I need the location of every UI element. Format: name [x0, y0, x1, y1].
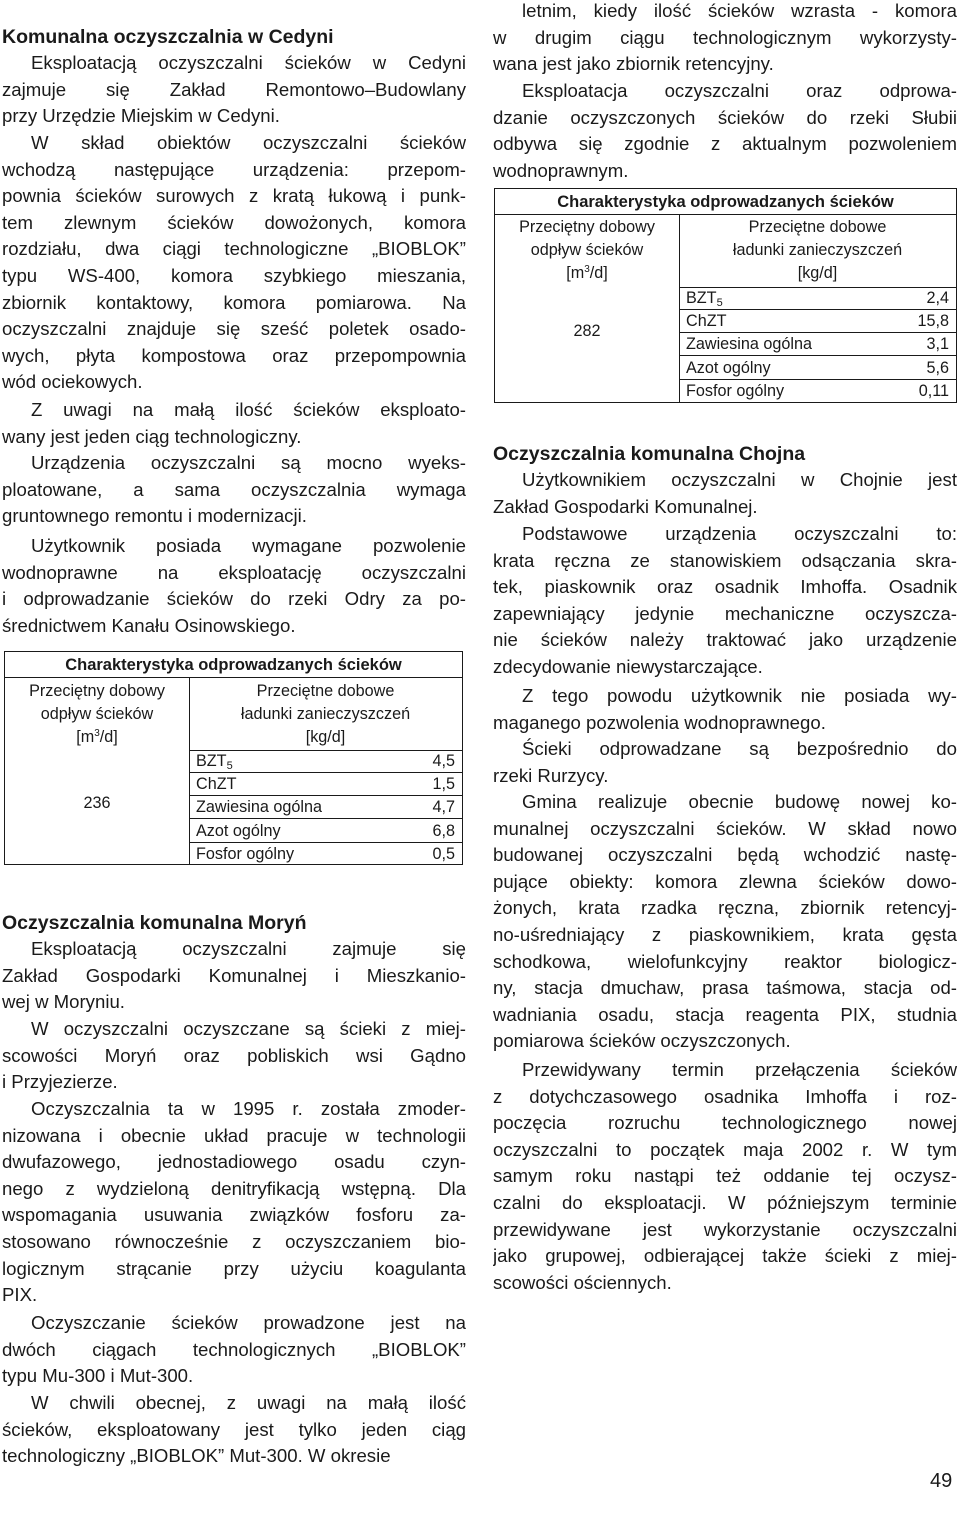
pollutant-name: $BZT_5$ — [196, 752, 233, 772]
text-line: ścieków, eksploatowany jest tylko jeden ciąg — [2, 1418, 466, 1440]
table-row — [189, 796, 462, 819]
header-line: odpływ ścieków — [530, 241, 644, 259]
text-line: zapewniający jedynie mechaniczne oczyszcza- — [493, 602, 957, 624]
text-line: W skład obiektów oczyszczalni ścieków — [31, 132, 466, 153]
load-value: 0,11 — [918, 381, 949, 400]
flow-column-header — [495, 216, 679, 285]
load-value: 0,5 — [432, 844, 455, 863]
text-line: Eksploatacją oczyszczalni ścieków w Cedyni — [31, 52, 466, 73]
text-line: przewidywane jest wykorzystanie oczyszczalni — [493, 1218, 957, 1240]
unit-label: $[m^3/d]$ — [566, 264, 608, 282]
text-line: scowości Moryń oraz pobliskich wsi Gądno — [2, 1044, 466, 1066]
text-line: Eksploatacją oczyszczalni zajmuje się — [31, 938, 466, 959]
paragraph — [493, 78, 957, 184]
text-line: stosowano równocześnie z oczyszczaniem bio- — [2, 1230, 466, 1252]
table-row — [189, 820, 462, 843]
pollutant-name: Zawiesina ogólna — [196, 798, 322, 817]
text-line: Zakład Gospodarki Komunalnej i Mieszkanio- — [2, 964, 466, 986]
text-line: technologiczny „BIOBLOK” Mut-300. W okresie — [2, 1445, 391, 1467]
text-line: Oczyszczanie ścieków prowadzone jest na — [31, 1312, 466, 1333]
text-line: zajmuje się Zakład Remontowo–Budowlany — [2, 78, 466, 100]
text-line: typu WS-400, komora szybkiego mieszania, — [2, 264, 466, 286]
load-value: 1,5 — [432, 775, 455, 794]
loads-column-header — [189, 680, 462, 749]
text-line: wany jest jeden ciąg technologiczny. — [2, 425, 302, 447]
text-line: żonych, krata rzadka ręczna, zbiornik retencyj- — [493, 897, 957, 919]
pollutant-name: Zawiesina ogólna — [686, 335, 812, 354]
paragraph — [2, 1096, 466, 1309]
text-line: W oczyszczalni oczyszczane są ścieki z miej- — [31, 1018, 466, 1039]
text-line: wych, płyta kompostowa oraz przepompownia — [2, 344, 466, 366]
header-line: Przeciętne dobowe — [748, 218, 887, 236]
load-value: 4,7 — [432, 798, 455, 817]
paragraph — [2, 397, 466, 450]
text-line: nizowana i obecnie układ pracuje w technologii — [2, 1124, 466, 1146]
text-line: PIX. — [2, 1284, 38, 1306]
text-line: zbiornik kontaktowy, komora pomiarowa. Na — [2, 291, 466, 313]
load-value: 5,6 — [926, 358, 949, 377]
text-line: jako grupowej, odbierającej także ścieki z miej- — [493, 1245, 957, 1267]
header-line: Przeciętne dobowe — [256, 682, 395, 700]
text-line: wchodzą następujące urządzenia: przepom- — [2, 158, 466, 180]
header-line: Przeciętny dobowy — [519, 218, 655, 236]
text-line: oczyszczalni znajduje się sześć poletek osado- — [2, 318, 466, 340]
load-value: 4,5 — [432, 752, 455, 770]
text-line: pownia ścieków surowych z kratą łukową i punk- — [2, 185, 466, 207]
header-line: Przeciętny dobowy — [29, 682, 165, 700]
text-line: ploatowane, a sama oczyszczalnia wymaga — [2, 478, 466, 500]
text-line: średnictwem Kanału Osinowskiego. — [2, 614, 296, 636]
text-line: oczyszczalni to początek maja 2002 r. W tym — [493, 1138, 957, 1160]
divider — [189, 750, 462, 751]
text-line: wej w Moryniu. — [2, 991, 125, 1013]
text-line: wspomagania usuwania związków fosforu za- — [2, 1204, 466, 1226]
table-title: Charakterystyka odprowadzanych ścieków — [65, 656, 402, 674]
text-line: no-uśredniający z piaskownikiem, krata gęsta — [493, 923, 957, 945]
text-line: munalnej oczyszczalni ścieków. W skład nowo — [493, 817, 957, 839]
text-line: Z uwagi na małą ilość ścieków eksploato- — [31, 399, 466, 420]
text-line: Przewidywany termin przełączenia ścieków — [522, 1059, 957, 1080]
pollutant-name: Fosfor ogólny — [686, 381, 785, 400]
paragraph — [493, 0, 957, 78]
paragraph — [493, 467, 957, 520]
paragraph — [2, 130, 466, 396]
text-line: z dotychczasowego osadnika Imhoffa i roz- — [493, 1085, 957, 1107]
text-line: wodnoprawne na eksploatację oczyszczalni — [2, 561, 466, 583]
text-line: tek, piaskownik oraz osadnik Imhoffa. Osadnik — [493, 576, 957, 598]
text-line: i Przyjezierze. — [2, 1071, 118, 1093]
text-line: dwóch ciągach technologicznych „BIOBLOK” — [2, 1338, 466, 1360]
text-line: wód ociekowych. — [2, 371, 143, 393]
section-title-moryn: Oczyszczalnia komunalna Moryń — [2, 912, 307, 934]
text-line: Podstawowe urządzenia oczyszczalni to: — [522, 523, 957, 544]
section-title-cedynia: Komunalna oczyszczalnia w Cedyni — [2, 26, 334, 48]
text-line: Zakład Gospodarki Komunalnej. — [493, 495, 758, 517]
table-row — [189, 750, 462, 773]
text-line: przy Urzędzie Miejskim w Cedyni. — [2, 105, 280, 127]
table-row — [679, 310, 956, 333]
text-line: rozdziału, dwa ciągi technologiczne „BIOBLOK” — [2, 238, 466, 260]
text-line: schodkowa, wielofunkcyjny reaktor biologicz- — [493, 950, 957, 972]
text-line: ny, stacja dmuchaw, prasa taśmowa, stacja od- — [493, 977, 957, 999]
pollutant-name: ChZT — [686, 312, 727, 331]
table-row — [679, 333, 956, 356]
paragraph — [2, 50, 466, 130]
flow-column-header — [5, 680, 189, 749]
header-line: odpływ ścieków — [40, 705, 154, 723]
table-row — [679, 380, 956, 403]
paragraph — [2, 1390, 466, 1470]
header-line: [kg/d] — [797, 264, 838, 282]
text-line: dwufazowego, jednostadiowego osadu czyn- — [2, 1151, 466, 1173]
pollutant-name: $BZT_5$ — [686, 289, 723, 309]
text-line: i odprowadzanie ścieków do rzeki Odry za po- — [2, 588, 466, 610]
section-title-chojna: Oczyszczalnia komunalna Chojna — [493, 443, 806, 465]
wastewater-table — [4, 651, 463, 865]
pollutant-name: Azot ogólny — [686, 358, 771, 377]
text-line: budowanej oczyszczalni będą wchodzić nastę- — [493, 844, 957, 866]
pollutant-name: Fosfor ogólny — [196, 844, 295, 863]
header-line: ładunki zanieczyszczeń — [240, 705, 411, 723]
text-line: Eksploatacja oczyszczalni oraz odprowa- — [522, 80, 957, 101]
text-line: maganego pozwolenia wodnoprawnego. — [493, 711, 826, 733]
text-line: zdecydowanie niewystarczające. — [493, 655, 763, 677]
paragraph — [2, 936, 466, 1016]
text-line: nie ścieków należy traktować jako urządzenie — [493, 629, 957, 651]
paragraph — [2, 450, 466, 530]
text-line: dzanie oczyszczonych ścieków do rzeki Słubii — [493, 106, 957, 128]
load-value: 6,8 — [432, 821, 455, 840]
text-line: gruntownego remontu i modernizacji. — [2, 505, 307, 527]
text-line: poczęcia rozruchu technologicznego nowej — [493, 1112, 957, 1134]
divider — [679, 287, 956, 288]
paragraph — [493, 521, 957, 681]
load-value: 2,4 — [926, 289, 949, 307]
paragraph — [493, 1057, 957, 1296]
text-line: czalni do eksploatacji. W późniejszym terminie — [493, 1191, 957, 1213]
table-row — [189, 843, 462, 866]
wastewater-table — [494, 188, 957, 403]
flow-value: 282 — [573, 322, 601, 340]
text-line: krata ręczna ze stanowiskiem odsączania skra- — [493, 549, 957, 571]
table-title: Charakterystyka odprowadzanych ścieków — [557, 193, 894, 211]
text-line: samym roku nastąpi też oddanie tej oczysz- — [493, 1165, 957, 1187]
pollutant-name: ChZT — [196, 775, 237, 794]
text-line: wadniania osadu, stacja reagenta PIX, studnia — [493, 1003, 957, 1025]
paragraph — [2, 1310, 466, 1390]
text-line: tem zlewnym ścieków dowożonych, komora — [2, 211, 466, 233]
text-line: W chwili obecnej, z uwagi na małą ilość — [31, 1392, 466, 1413]
table-row — [679, 357, 956, 380]
load-value: 15,8 — [917, 312, 949, 331]
header-line: ładunki zanieczyszczeń — [732, 241, 903, 259]
header-line: [kg/d] — [305, 728, 346, 746]
text-line: Użytkownik posiada wymagane pozwolenie — [31, 535, 466, 556]
text-line: Urządzenia oczyszczalni są mocno wyeks- — [31, 452, 466, 473]
text-line: Użytkownikiem oczyszczalni w Chojnie jest — [522, 469, 957, 490]
text-line: typu Mu-300 i Mut-300. — [2, 1365, 194, 1387]
text-line: letnim, kiedy ilość ścieków wzrasta - komora — [522, 0, 957, 21]
text-line: Oczyszczalnia ta w 1995 r. została zmoder- — [31, 1098, 466, 1119]
text-line: pujące obiekty: komora zlewna ścieków dowo- — [493, 870, 957, 892]
flow-value: 236 — [83, 794, 111, 812]
text-line: logicznym strącanie przy użyciu koagulanta — [2, 1257, 466, 1279]
text-line: Ścieki odprowadzane są bezpośrednio do — [522, 738, 957, 759]
unit-label: $[m^3/d]$ — [76, 728, 118, 746]
text-line: rzeki Rurzycy. — [493, 764, 609, 786]
table-row — [679, 287, 956, 310]
text-line: pomiarowa ścieków oczyszczonych. — [493, 1030, 791, 1052]
text-line: nego z wydzieloną denitryfikacją wstępną. Dla — [2, 1177, 466, 1199]
paragraph — [2, 533, 466, 639]
load-value: 3,1 — [926, 335, 949, 354]
paragraph — [493, 736, 957, 789]
text-line: w drugim ciągu technologicznym wykorzysty- — [493, 26, 957, 48]
page-number: 49 — [930, 1470, 953, 1492]
text-line: wodnoprawnym. — [493, 159, 629, 181]
text-line: scowości ościennych. — [493, 1271, 672, 1293]
text-line: Gmina realizuje obecnie budowę nowej ko- — [522, 791, 957, 812]
text-line: wana jest jako zbiornik retencyjny. — [493, 53, 774, 75]
paragraph — [493, 683, 957, 736]
loads-column-header — [679, 216, 956, 285]
paragraph — [2, 1016, 466, 1096]
text-line: odbywa się zgodnie z aktualnym pozwoleniem — [493, 133, 957, 155]
pollutant-name: Azot ogólny — [196, 821, 281, 840]
text-line: Z tego powodu użytkownik nie posiada wy- — [522, 685, 957, 706]
paragraph — [493, 789, 957, 1055]
table-row — [189, 773, 462, 796]
